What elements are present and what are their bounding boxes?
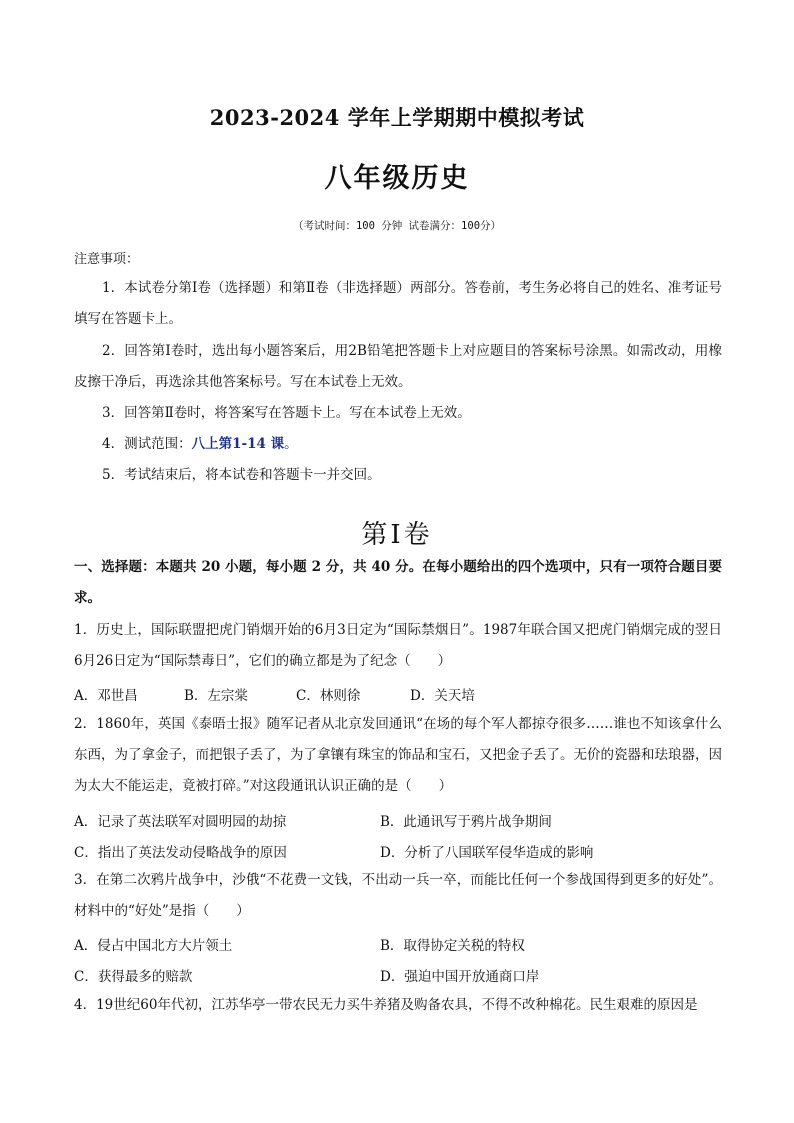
question-2-option-b[interactable]: B．此通讯写于鸦片战争期间 <box>380 814 552 830</box>
test-scope: 八上第1-14 课 <box>191 436 285 452</box>
question-3-option-a[interactable]: A．侵占中国北方大片领土 <box>74 938 233 954</box>
question-2-option-c[interactable]: C．指出了英法发动侵略战争的原因 <box>74 845 287 861</box>
question-3-stem: 3．在第二次鸦片战争中，沙俄“不花费一文钱，不出动一兵一卒，而能比任何一个参战国得到更多的好处”。材料中的“好处”是指（ ） <box>74 872 722 919</box>
question-2-stem: 2．1860年，英国《泰晤士报》随军记者从北京发回通讯“在场的每个军人都掠夺很多……谁也不知该拿什么东西，为了拿金子，而把银子丢了，为了拿镶有珠宝的饰品和宝石，又把金子丢了。无价的瓷器和珐琅器，因为太大不能运走，竟被打碎。”对这段通讯认识正确的是（ ） <box>74 716 722 794</box>
section-lead: 一、选择题：本题共 20 小题，每小题 2 分，共 40 分。在每小题给出的四个选项中，只有一项符合题目要求。 <box>74 559 722 606</box>
notice-item-4: 4．测试范围：八上第1-14 课。 <box>102 436 298 452</box>
question-2-option-d[interactable]: D．分析了八国联军侵华造成的影响 <box>380 845 594 861</box>
notice-item-3: 3．回答第Ⅱ卷时，将答案写在答题卡上。写在本试卷上无效。 <box>102 405 471 421</box>
volume-title: 第Ⅰ卷 <box>361 520 433 550</box>
notice-item-4-label: 4．测试范围： <box>102 436 192 452</box>
subject-title: 八年级历史 <box>324 163 470 194</box>
question-4-stem: 4．19世纪60年代初，江苏华亭一带农民无力买牛养猪及购备农具，不得不改种棉花。民生艰难的原因是 <box>74 997 698 1013</box>
question-3-option-d[interactable]: D．强迫中国开放通商口岸 <box>380 969 540 985</box>
question-1-option-a[interactable]: A．邓世昌 <box>74 688 138 704</box>
question-3-option-b[interactable]: B．取得协定关税的特权 <box>380 938 525 954</box>
notice-item-1: 1．本试卷分第Ⅰ卷（选择题）和第Ⅱ卷（非选择题）两部分。答卷前，考生务必将自己的姓名、准考证号填写在答题卡上。 <box>74 280 722 327</box>
question-1-option-c[interactable]: C．林则徐 <box>296 688 361 704</box>
notice-item-5: 5．考试结束后，将本试卷和答题卡一并交回。 <box>102 467 381 483</box>
question-1-option-b[interactable]: B．左宗棠 <box>184 688 248 704</box>
question-1-option-d[interactable]: D．关天培 <box>410 688 475 704</box>
exam-meta: （考试时间：100 分钟 试卷满分：100分） <box>292 220 502 232</box>
notice-item-2: 2．回答第Ⅰ卷时，选出每小题答案后，用2B铅笔把答题卡上对应题目的答案标号涂黑。如需改动，用橡皮擦干净后，再选涂其他答案标号。写在本试卷上无效。 <box>74 343 722 390</box>
question-2-option-a[interactable]: A．记录了英法联军对圆明园的劫掠 <box>74 814 287 830</box>
question-1-stem: 1．历史上，国际联盟把虎门销烟开始的6月3日定为“国际禁烟日”。1987年联合国又把虎门销烟完成的翌日6月26日定为“国际禁毒日”，它们的确立都是为了纪念（ ） <box>74 622 722 669</box>
notice-heading: 注意事项： <box>74 252 140 267</box>
exam-title: 2023-2024 学年上学期期中模拟考试 <box>209 105 585 130</box>
question-3-option-c[interactable]: C．获得最多的赔款 <box>74 969 193 985</box>
